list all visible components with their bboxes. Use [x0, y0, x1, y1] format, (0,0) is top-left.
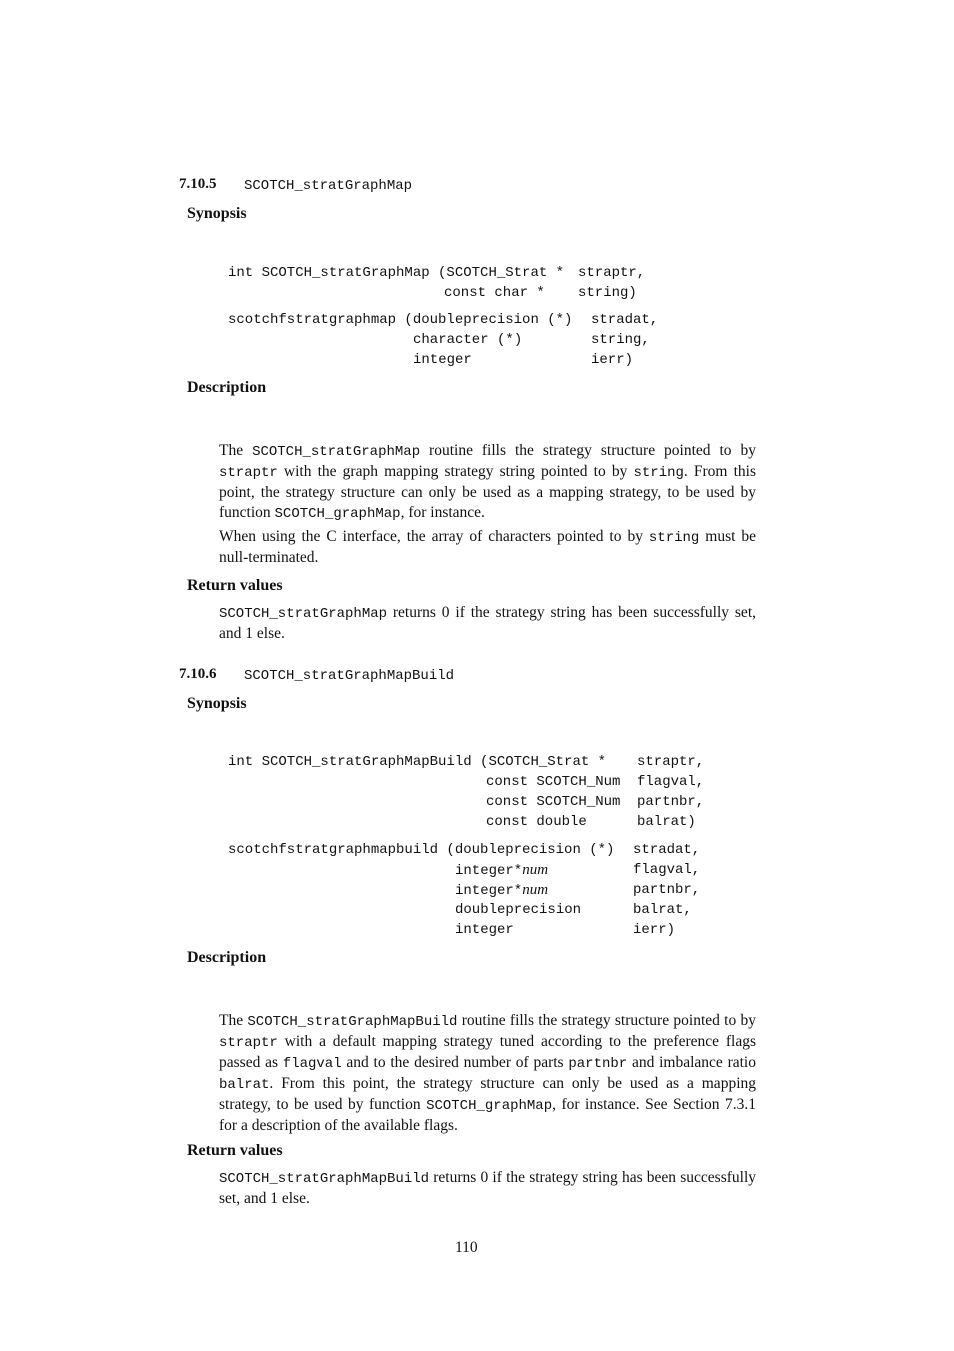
description-paragraph: The SCOTCH_stratGraphMap routine fills the strategy structure pointed to by straptr with the graph mapping strategy string pointed to by string. From this point, the strategy structure can only be used as a mapping strategy, to be used by function SCOTCH_graphMap, for instance.	[219, 442, 757, 522]
description-paragraph: When using the C interface, the array of characters pointed to by string must be null-terminated.	[219, 528, 756, 566]
section-title: SCOTCH_stratGraphMapBuild	[244, 668, 455, 684]
code-line: const char *	[444, 285, 545, 301]
code-line: integer	[413, 352, 472, 368]
code-arg: partnbr,	[633, 882, 701, 898]
code-arg: flagval,	[633, 862, 701, 878]
code-line: doubleprecision	[455, 902, 582, 918]
code-line: character (*)	[413, 332, 523, 348]
section-number: 7.10.6	[179, 666, 217, 682]
section-title: SCOTCH_stratGraphMap	[244, 178, 413, 194]
code-line: int SCOTCH_stratGraphMapBuild (SCOTCH_Strat *	[228, 754, 607, 770]
code-arg: string)	[578, 285, 637, 301]
code-line: integer*num	[455, 882, 549, 899]
code-line: int SCOTCH_stratGraphMap (SCOTCH_Strat *	[228, 265, 565, 281]
code-arg: stradat,	[591, 312, 659, 328]
code-arg: straptr,	[637, 754, 705, 770]
page-number: 110	[455, 1239, 478, 1256]
code-line: const SCOTCH_Num	[486, 794, 621, 810]
return-values-heading: Return values	[187, 577, 283, 594]
description-heading: Description	[187, 949, 267, 966]
code-line: integer	[455, 922, 514, 938]
return-values-paragraph: SCOTCH_stratGraphMap returns 0 if the strategy string has been successfully set, and 1 else.	[219, 604, 756, 642]
code-arg: string,	[591, 332, 650, 348]
synopsis-heading: Synopsis	[187, 205, 247, 222]
code-line: scotchfstratgraphmap (doubleprecision (*)	[228, 312, 573, 328]
code-line: const SCOTCH_Num	[486, 774, 621, 790]
synopsis-heading: Synopsis	[187, 695, 247, 712]
code-arg: balrat,	[633, 902, 692, 918]
description-heading: Description	[187, 379, 267, 396]
return-values-paragraph: SCOTCH_stratGraphMapBuild returns 0 if the strategy string has been successfully set, and 1 else.	[219, 1169, 756, 1207]
code-arg: ierr)	[591, 352, 634, 368]
code-arg: straptr,	[578, 265, 646, 281]
code-line: scotchfstratgraphmapbuild (doubleprecision (*)	[228, 842, 615, 858]
code-arg: flagval,	[637, 774, 705, 790]
return-values-heading: Return values	[187, 1142, 283, 1159]
code-line: integer*num	[455, 862, 549, 879]
code-arg: balrat)	[637, 814, 696, 830]
section-number: 7.10.5	[179, 176, 217, 192]
description-paragraph: The SCOTCH_stratGraphMapBuild routine fills the strategy structure pointed to by straptr with a default mapping strategy tuned according to the preference flags passed as flagval and to the desired number of parts partnbr and imbalance ratio balrat. From this point, the strategy structure can only be used as a mapping strategy, to be used by function SCOTCH_graphMap, for instance. See Section 7.3.1 for a description of the available flags.	[219, 1012, 756, 1134]
code-arg: stradat,	[633, 842, 701, 858]
code-line: const double	[486, 814, 587, 830]
code-arg: ierr)	[633, 922, 676, 938]
code-arg: partnbr,	[637, 794, 705, 810]
